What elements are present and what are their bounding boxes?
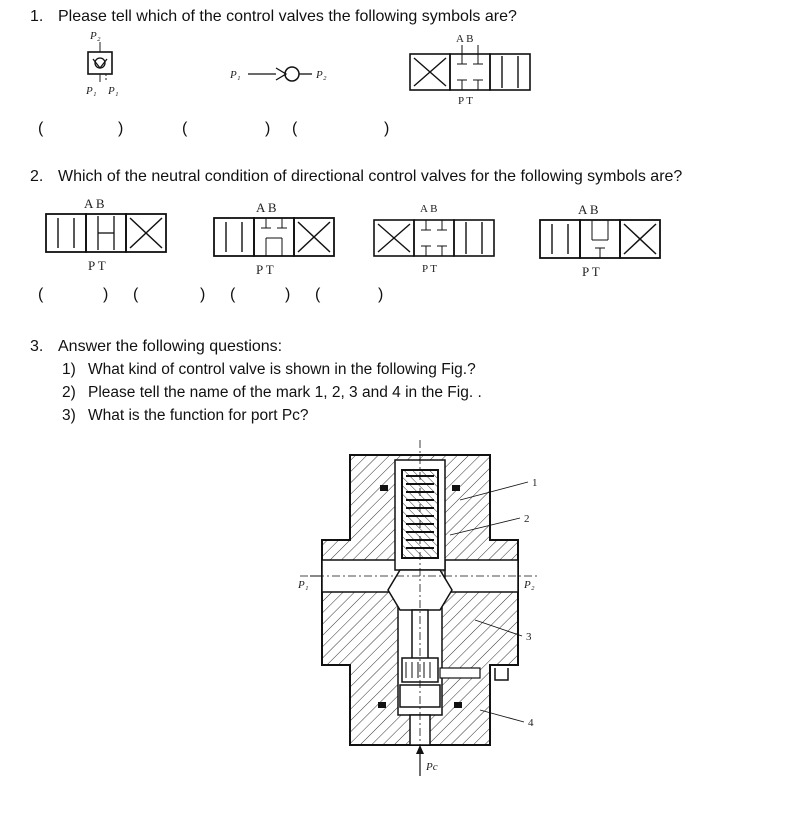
question-3-number: 3. [30,338,44,355]
q2-blank-2-open: ( [133,286,139,303]
q2-valve-1-top-label: A B [84,196,105,211]
question-1-text: Please tell which of the control valves the following symbols are? [58,8,517,25]
sym1-top-label: P₂ [90,30,101,42]
q1-blank-2-close: ) [265,120,271,137]
figure-mark-4: 4 [528,717,534,729]
q1-inline-check-symbol [230,60,330,90]
figure-mark-3: 3 [526,631,532,643]
question-3-text: Answer the following questions: [58,338,283,355]
q1-check-valve-symbol [80,30,130,110]
question-1-number: 1. [30,8,44,25]
q2-valve-2-symbol [212,198,342,278]
figure-p1-label: P₁ [298,579,309,591]
figure-mark-1: 1 [532,477,538,489]
pressure-valve-cross-section [280,440,580,790]
q2-blank-4-open: ( [315,286,321,303]
q1-blank-3-close: ) [384,120,390,137]
q2-valve-3-top-label: A B [420,203,438,215]
sym2-right-label: P₂ [316,69,327,81]
q2-blank-2-close: ) [200,286,206,303]
question-2-text: Which of the neutral condition of directional control valves for the following symbols are? [58,168,683,185]
q1-blank-2-open: ( [182,120,188,137]
sym2-left-label: P₁ [230,69,241,81]
q2-blank-3-open: ( [230,286,236,303]
q3-item-2-text: Please tell the name of the mark 1, 2, 3 and 4 in the Fig. . [88,384,482,401]
question-2-number: 2. [30,168,44,185]
q2-valve-4-symbol [538,200,668,280]
q2-blank-4-close: ) [378,286,384,303]
figure-mark-2: 2 [524,513,530,525]
sym3-top-label: A B [456,33,474,45]
q2-valve-4-top-label: A B [578,202,599,217]
q2-valve-4-bottom-label: P T [582,264,600,279]
q3-item-1-text: What kind of control valve is shown in the following Fig.? [88,361,476,378]
q2-valve-3-bottom-label: P T [422,263,437,275]
q2-blank-1-open: ( [38,286,44,303]
q3-item-2-number: 2) [62,384,76,401]
sym3-bottom-label: P T [458,95,473,107]
q1-blank-1-close: ) [118,120,124,137]
q1-blank-1-open: ( [38,120,44,137]
q2-blank-3-close: ) [285,286,291,303]
q2-valve-2-bottom-label: P T [256,262,274,277]
q3-item-3-number: 3) [62,407,76,424]
q2-valve-2-top-label: A B [256,200,277,215]
sym1-right-label: P₁ [108,85,119,97]
q3-item-1-number: 1) [62,361,76,378]
q1-blank-3-open: ( [292,120,298,137]
sym1-left-label: P₁ [86,85,97,97]
figure-pc-label: Pc [426,761,438,773]
q3-item-3-text: What is the function for port Pc? [88,407,309,424]
q1-directional-valve-symbol [408,32,538,112]
figure-p2-label: P₂ [524,579,535,591]
q2-valve-3-symbol [372,200,502,280]
q2-valve-1-bottom-label: P T [88,258,106,273]
q2-valve-1-symbol [44,194,174,274]
q2-blank-1-close: ) [103,286,109,303]
